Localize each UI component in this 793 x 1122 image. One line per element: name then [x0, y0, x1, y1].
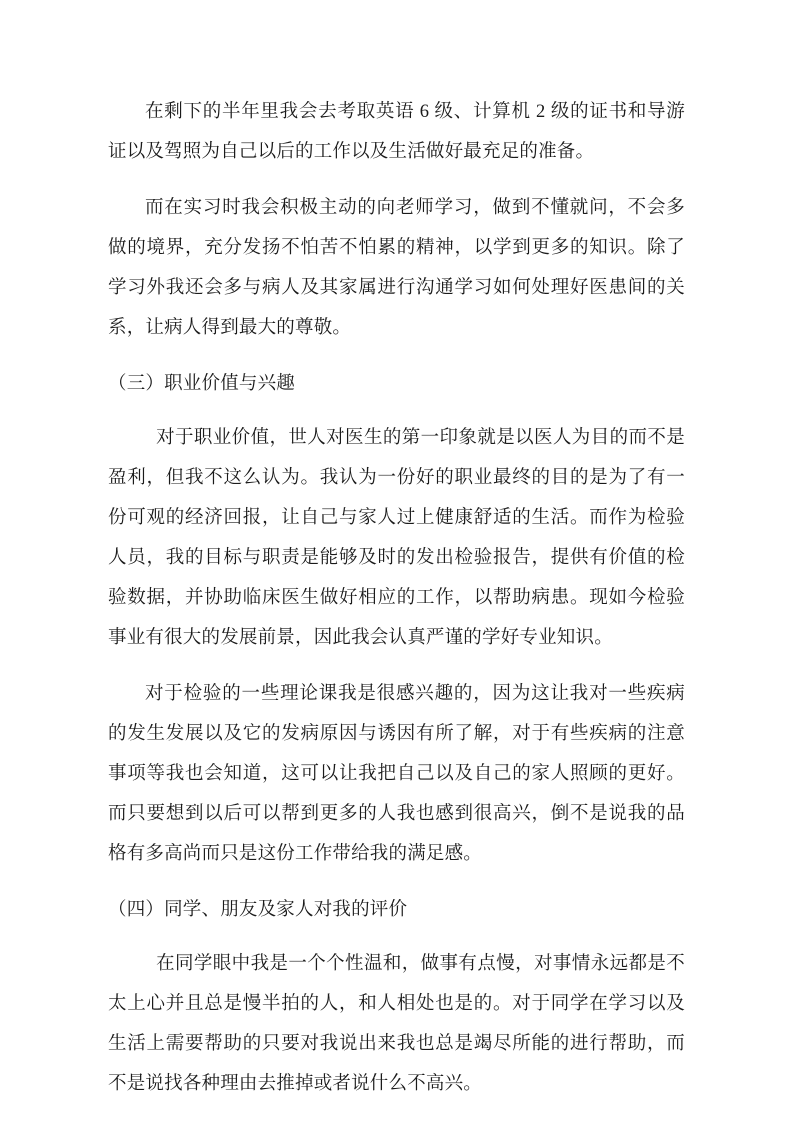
- paragraph-internship-learning: 而在实习时我会积极主动的向老师学习，做到不懂就问，不会多做的境界，充分发扬不怕苦不怕累的精神，以学到更多的知识。除了学习外我还会多与病人及其家属进行沟通学习如何处理好医患间的关系，让病人得到最大的尊敬。: [108, 198, 685, 338]
- heading-others-evaluation: （四）同学、朋友及家人对我的评价: [108, 900, 408, 920]
- paragraph-career-value-body: 对于职业价值，世人对医生的第一印象就是以医人为目的而不是盈利，但我不这么认为。我认为一份好的职业最终的目的是为了有一份可观的经济回报，让自己与家人过上健康舒适的生活。而作为检验人员，我的目标与职责是能够及时的发出检验报告，提供有价值的检验数据，并协助临床医生做好相应的工作，以帮助病患。现如今检验事业有很大的发展前景，因此我会认真严谨的学好专业知识。: [108, 428, 685, 648]
- paragraph-others-evaluation-body: 在同学眼中我是一个个性温和，做事有点慢，对事情永远都是不太上心并且总是慢半拍的人，和人相处也是的。对于同学在学习以及生活上需要帮助的只要对我说出来我也总是竭尽所能的进行帮助，而不是说找各种理由去推掉或者说什么不高兴。: [108, 954, 685, 1094]
- document-body: [108, 88, 685, 1104]
- paragraph-theory-interest: 对于检验的一些理论课我是很感兴趣的，因为这让我对一些疾病的发生发展以及它的发病原因与诱因有所了解，对于有些疾病的注意事项等我也会知道，这可以让我把自己以及自己的家人照顾的更好。而只要想到以后可以帮到更多的人我也感到很高兴，倒不是说我的品格有多高尚而只是这份工作带给我的满足感。: [108, 684, 685, 864]
- heading-career-value: （三）职业价值与兴趣: [108, 374, 296, 394]
- paragraph-exam-certificates: 在剩下的半年里我会去考取英语 6 级、计算机 2 级的证书和导游证以及驾照为自己以后的工作以及生活做好最充足的准备。: [108, 102, 685, 162]
